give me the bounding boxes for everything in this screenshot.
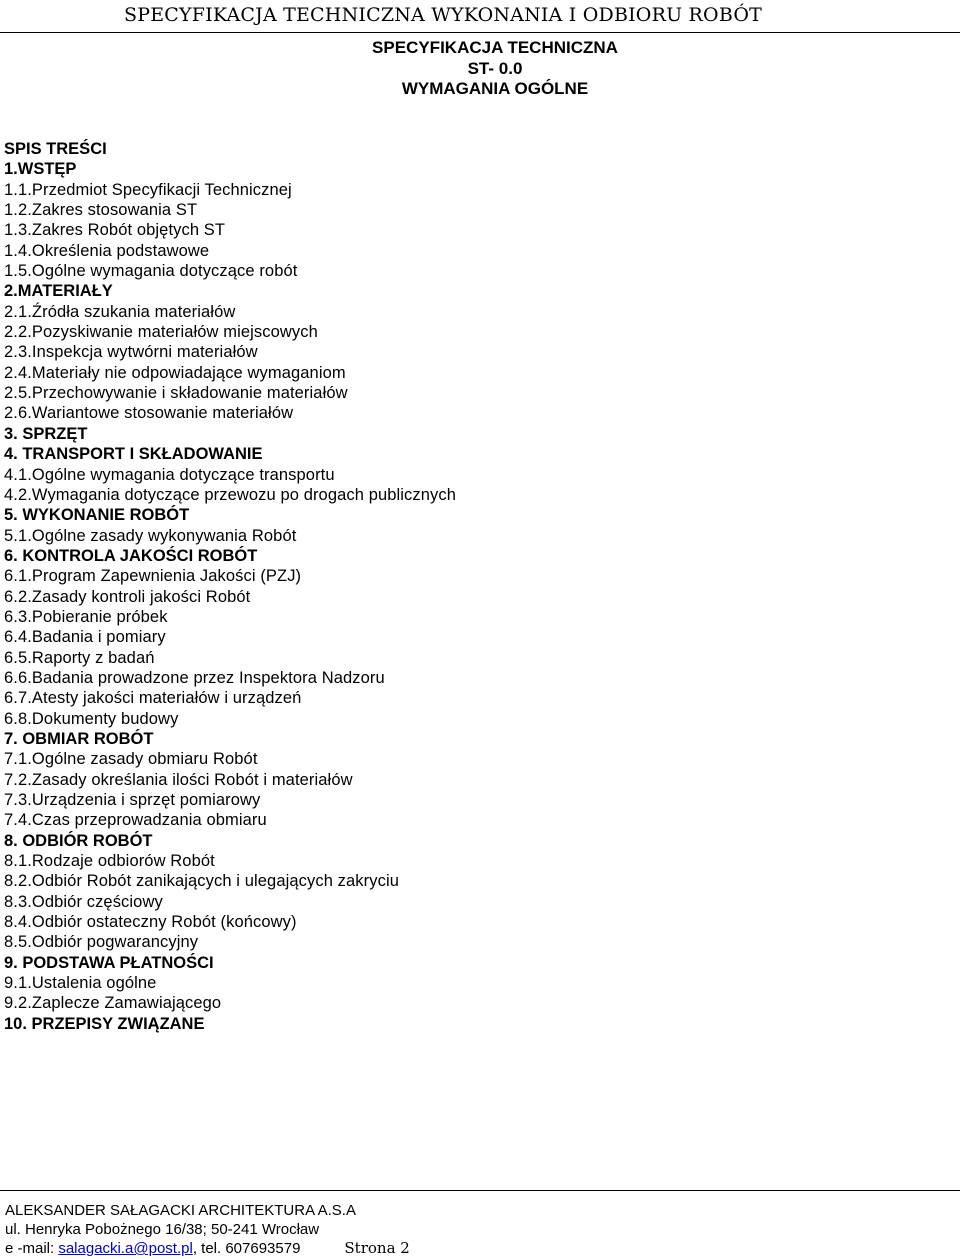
toc-section: 2.MATERIAŁY — [4, 282, 113, 301]
toc-subsection: 2.2.Pozyskiwanie materiałów miejscowych — [4, 323, 318, 342]
phone-text: , tel. 607693579 — [192, 1240, 301, 1257]
toc-subsection: 7.3.Urządzenia i sprzęt pomiarowy — [4, 791, 261, 809]
toc-subsection: 6.3.Pobieranie próbek — [4, 607, 168, 626]
toc-section: 6. KONTROLA JAKOŚCI ROBÓT — [4, 546, 258, 565]
toc-subsection: 1.2.Zakres stosowania ST — [4, 201, 198, 220]
toc-subsection: 4.1.Ogólne wymagania dotyczące transportu — [4, 465, 335, 484]
toc-section: 4. TRANSPORT I SKŁADOWANIE — [4, 445, 263, 464]
toc-subsection: 1.1.Przedmiot Specyfikacji Technicznej — [4, 180, 292, 199]
toc-subsection: 4.2.Wymagania dotyczące przewozu po drogach publicznych — [4, 485, 457, 504]
toc-subsection: 1.3.Zakres Robót objętych ST — [4, 221, 226, 240]
toc-section: 8. ODBIÓR ROBÓT — [4, 831, 153, 850]
toc-subsection: 6.1.Program Zapewnienia Jakości (PZJ) — [4, 567, 302, 586]
page-number: Strona 2 — [344, 1239, 410, 1257]
footer-address: ul. Henryka Pobożnego 16/38; 50-241 Wrocław — [5, 1221, 320, 1238]
toc-subsection: 6.4.Badania i pomiary — [4, 628, 166, 647]
toc-subsection: 1.5.Ogólne wymagania dotyczące robót — [4, 262, 298, 281]
toc-heading: SPIS TREŚCI — [4, 140, 107, 158]
toc-subsection: 8.5.Odbiór pogwarancyjny — [4, 933, 199, 952]
toc-subsection: 2.1.Źródła szukania materiałów — [4, 302, 236, 321]
toc-subsection: 9.1.Ustalenia ogólne — [4, 974, 157, 993]
toc-section: 3. SPRZĘT — [4, 424, 88, 443]
footer-company: ALEKSANDER SAŁAGACKI ARCHITEKTURA A.S.A — [5, 1202, 356, 1219]
toc-subsection: 7.1.Ogólne zasady obmiaru Robót — [4, 750, 258, 769]
toc-subsection: 2.3.Inspekcja wytwórni materiałów — [4, 343, 258, 362]
toc-subsection: 6.5.Raporty z badań — [4, 648, 155, 667]
toc-subsection: 2.5.Przechowywanie i składowanie materiałów — [4, 384, 348, 403]
title-line-3: WYMAGANIA OGÓLNE — [401, 79, 589, 98]
footer-contact — [5, 1239, 960, 1258]
toc-subsection: 7.2.Zasady określania ilości Robót i materiałów — [4, 770, 353, 789]
toc-subsection: 8.3.Odbiór częściowy — [4, 892, 163, 911]
toc-section: 5. WYKONANIE ROBÓT — [4, 506, 190, 525]
email-label: e -mail: — [5, 1240, 59, 1257]
page-footer — [0, 1190, 960, 1258]
toc-subsection: 6.8.Dokumenty budowy — [4, 709, 179, 728]
email-link[interactable]: salagacki.a@post.pl — [58, 1240, 193, 1257]
toc-subsection: 8.4.Odbiór ostateczny Robót (końcowy) — [4, 913, 297, 932]
toc-section: 9. PODSTAWA PŁATNOŚCI — [4, 953, 214, 972]
toc-section: 7. OBMIAR ROBÓT — [4, 729, 154, 748]
toc-subsection: 7.4.Czas przeprowadzania obmiaru — [4, 811, 267, 830]
document-title — [0, 38, 960, 100]
table-of-contents — [4, 139, 904, 1034]
toc-subsection: 8.2.Odbiór Robót zanikających i ulegających zakryciu — [4, 872, 399, 891]
toc-subsection: 2.6.Wariantowe stosowanie materiałów — [4, 404, 294, 423]
page-header — [0, 2, 960, 33]
title-line-2: ST- 0.0 — [467, 58, 523, 78]
toc-subsection: 6.6.Badania prowadzone przez Inspektora Nadzoru — [4, 668, 385, 687]
toc-section: 10. PRZEPISY ZWIĄZANE — [4, 1014, 205, 1033]
title-line-1: SPECYFIKACJA TECHNICZNA — [372, 38, 618, 57]
toc-section: 1.WSTĘP — [4, 160, 77, 179]
running-title: SPECYFIKACJA TECHNICZNA WYKONANIA I ODBIORU ROBÓT — [124, 4, 762, 26]
toc-subsection: 2.4.Materiały nie odpowiadające wymaganiom — [4, 363, 346, 382]
toc-subsection: 1.4.Określenia podstawowe — [4, 241, 210, 260]
toc-subsection: 6.7.Atesty jakości materiałów i urządzeń — [4, 689, 302, 708]
toc-subsection: 8.1.Rodzaje odbiorów Robót — [4, 852, 215, 871]
toc-subsection: 5.1.Ogólne zasady wykonywania Robót — [4, 526, 297, 545]
toc-subsection: 9.2.Zaplecze Zamawiającego — [4, 994, 222, 1013]
toc-subsection: 6.2.Zasady kontroli jakości Robót — [4, 587, 251, 606]
